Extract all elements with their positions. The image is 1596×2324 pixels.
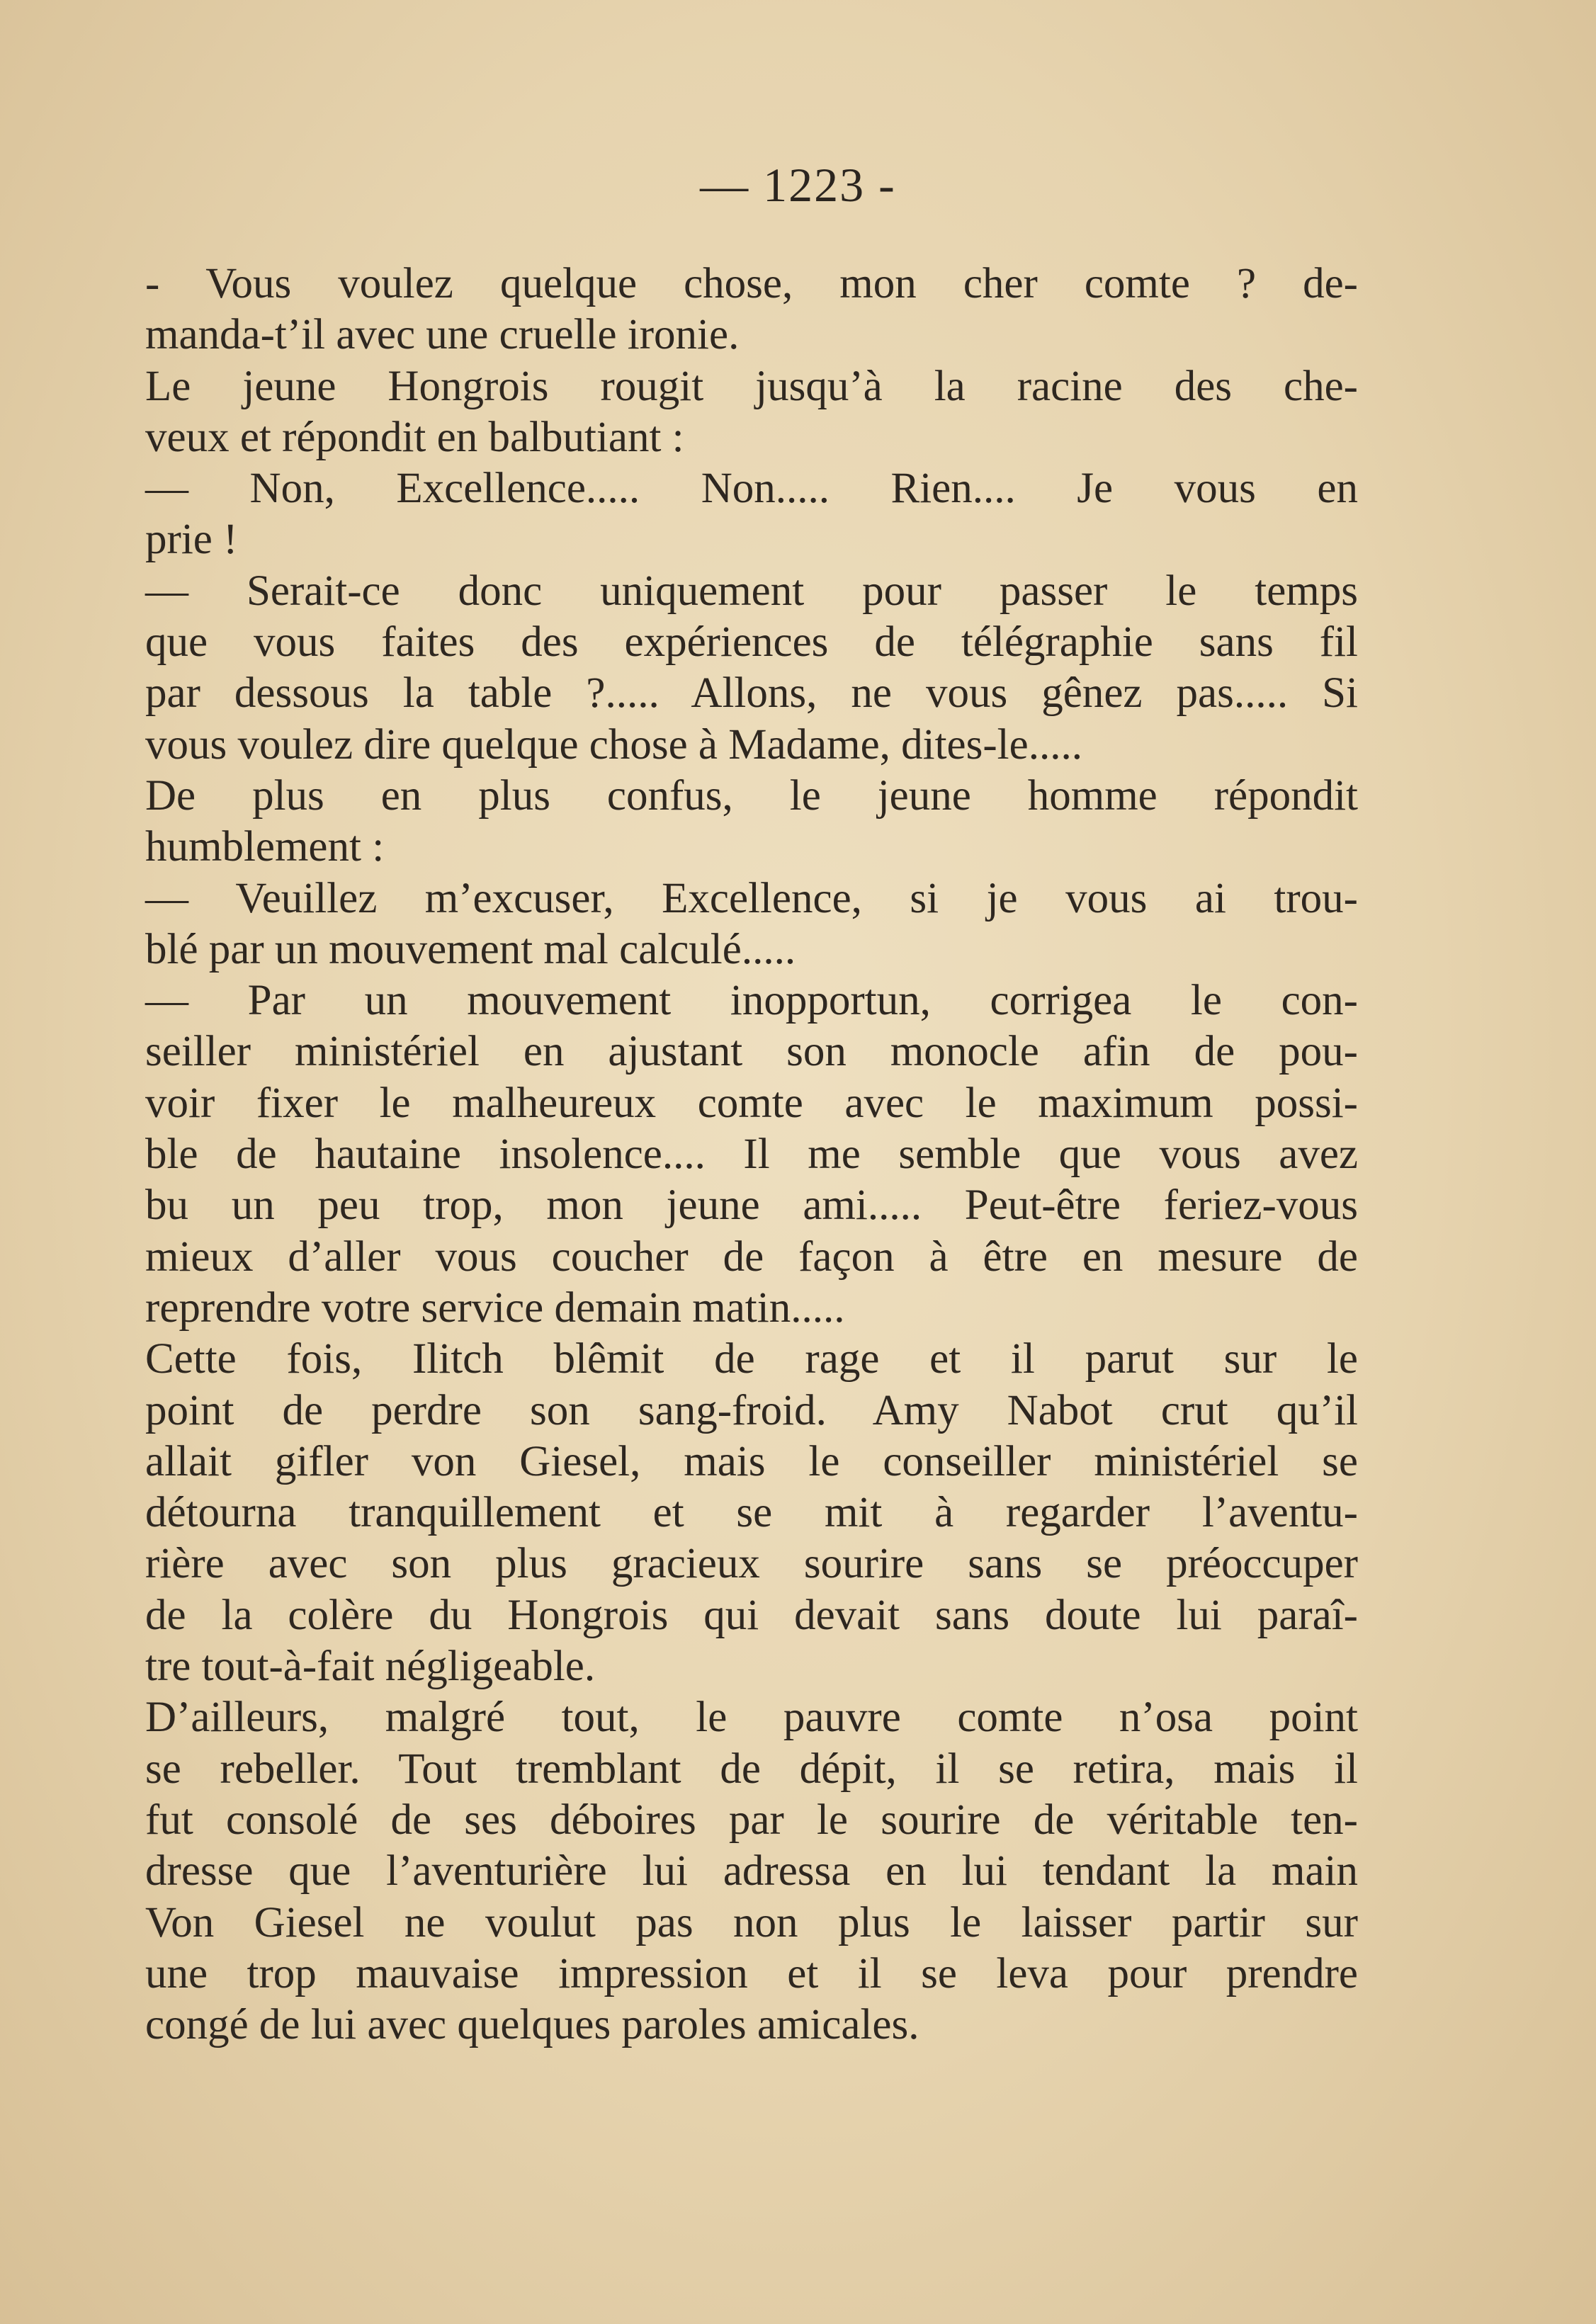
text-line: Le jeune Hongrois rougit jusqu’à la racine des che- <box>145 362 1358 410</box>
text-line: - Vous voulez quelque chose, mon cher comte ? de- <box>145 260 1358 307</box>
page-number: — 1223 - <box>700 158 896 212</box>
text-line: reprendre votre service demain matin..... <box>145 1283 845 1332</box>
text-line: détourna tranquillement et se mit à regarder l’aventu- <box>145 1489 1358 1537</box>
text-line: Von Giesel ne voulut pas non plus le laisser partir sur <box>145 1898 1358 1946</box>
text-line: manda-t’il avec une cruelle ironie. <box>145 311 740 359</box>
text-line: congé de lui avec quelques paroles amicales. <box>145 2001 919 2049</box>
text-line: que vous faites des expériences de télégraphie sans fil <box>145 618 1358 667</box>
text-line: par dessous la table ?..... Allons, ne vous gênez pas..... Si <box>145 669 1358 718</box>
text-line: de la colère du Hongrois qui devait sans doute lui paraî- <box>145 1591 1358 1639</box>
text-line: De plus en plus confus, le jeune homme répondit <box>145 771 1358 820</box>
text-line: blé par un mouvement mal calculé..... <box>145 925 796 973</box>
text-line: Cette fois, Ilitch blêmit de rage et il parut sur le <box>145 1335 1358 1383</box>
text-line: — Par un mouvement inopportun, corrigea le con- <box>145 977 1358 1025</box>
text-line: bu un peu trop, mon jeune ami..... Peut-être feriez-vous <box>145 1181 1358 1230</box>
text-line: vous voulez dire quelque chose à Madame, dites-le..... <box>145 720 1082 769</box>
text-line: humblement : <box>145 823 385 871</box>
text-line: fut consolé de ses déboires par le sourire de véritable ten- <box>145 1796 1358 1844</box>
text-line: seiller ministériel en ajustant son monocle afin de pou- <box>145 1028 1358 1076</box>
text-line: ble de hautaine insolence.... Il me semble que vous avez <box>145 1130 1358 1179</box>
text-line: prie ! <box>145 516 238 564</box>
text-line: mieux d’aller vous coucher de façon à être en mesure de <box>145 1232 1358 1281</box>
text-line: — Non, Excellence..... Non..... Rien.... Je vous en <box>145 465 1358 513</box>
text-line: D’ailleurs, malgré tout, le pauvre comte n’osa point <box>145 1694 1358 1742</box>
text-line: une trop mauvaise impression et il se leva pour prendre <box>145 1949 1358 1997</box>
text-line: point de perdre son sang-froid. Amy Nabot crut qu’il <box>145 1386 1358 1434</box>
text-line: veux et répondit en balbutiant : <box>145 413 684 461</box>
text-line: allait gifler von Giesel, mais le conseiller ministériel se <box>145 1437 1358 1485</box>
text-line: — Serait-ce donc uniquement pour passer le temps <box>145 567 1358 615</box>
text-line: — Veuillez m’excuser, Excellence, si je vous ai trou- <box>145 874 1358 922</box>
text-line: tre tout-à-fait négligeable. <box>145 1643 596 1691</box>
text-line: voir fixer le malheureux comte avec le maximum possi- <box>145 1079 1358 1127</box>
text-line: se rebeller. Tout tremblant de dépit, il se retira, mais il <box>145 1745 1358 1793</box>
text-line: rière avec son plus gracieux sourire sans se préoccuper <box>145 1540 1358 1588</box>
text-line: dresse que l’aventurière lui adressa en lui tendant la main <box>145 1847 1358 1895</box>
body-text <box>145 259 1358 2051</box>
